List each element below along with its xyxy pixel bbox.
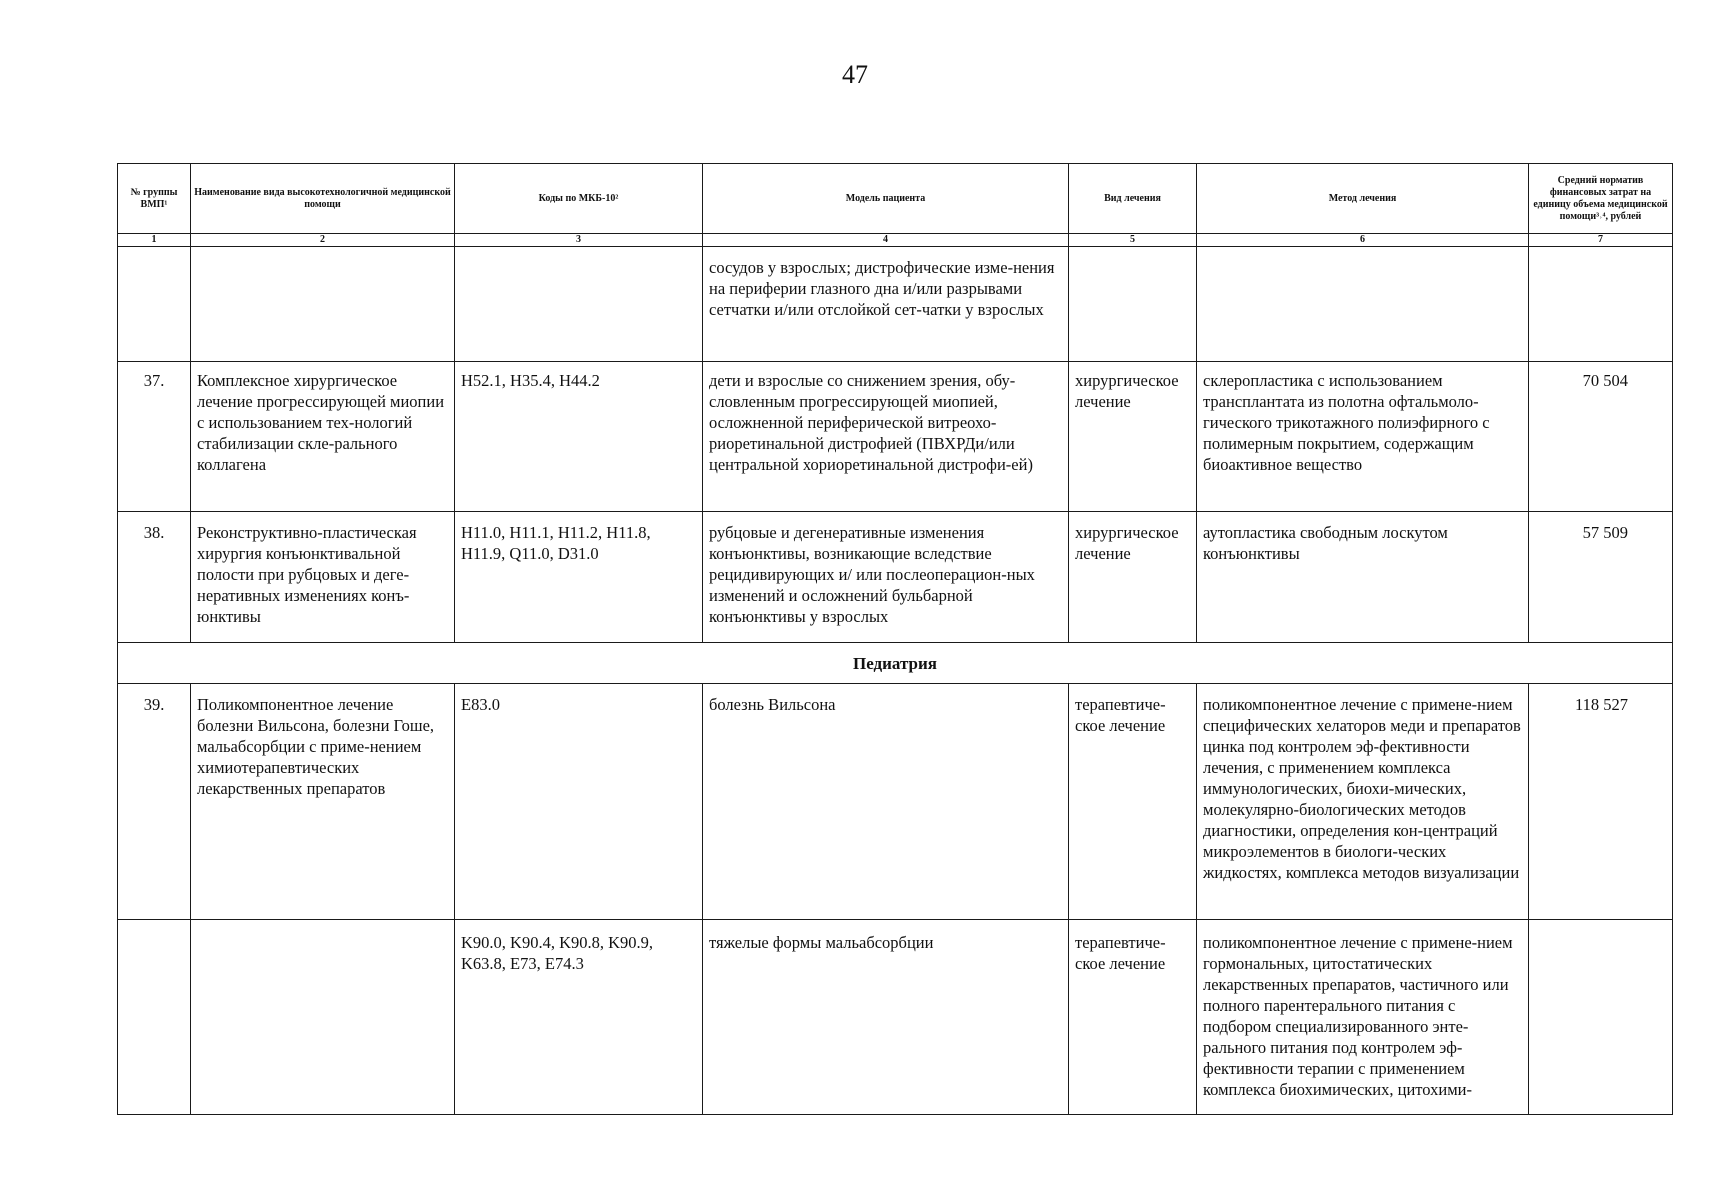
cell-empty bbox=[1069, 247, 1197, 362]
column-number-row bbox=[118, 234, 1673, 247]
cell-care-name: Реконструктивно-пластическая хирургия конъюнктивальной полости при рубцовых и деге-неративных изменениях конъ-юнктивы bbox=[191, 512, 455, 643]
cell-empty bbox=[1529, 920, 1673, 1115]
column-number: 4 bbox=[703, 234, 1069, 247]
table-row-37 bbox=[118, 362, 1673, 512]
cell-empty bbox=[455, 247, 703, 362]
cell-cost: 70 504 bbox=[1529, 362, 1673, 512]
cell-empty bbox=[118, 920, 191, 1115]
header-care-name: Наименование вида высокотехнологичной медицинской помощи bbox=[191, 164, 455, 234]
cell-cost: 118 527 bbox=[1529, 684, 1673, 920]
high-tech-care-table bbox=[117, 163, 1673, 1115]
cell-treatment-method: склеропластика с использованием трансплантата из полотна офтальмоло-гического трикотажного полиэфирного с полимерным покрытием, содержащим биоактивное вещество bbox=[1197, 362, 1529, 512]
column-number: 3 bbox=[455, 234, 703, 247]
cell-treatment-type: хирургическое лечение bbox=[1069, 362, 1197, 512]
cell-treatment-type: хирургическое лечение bbox=[1069, 512, 1197, 643]
table-row-39 bbox=[118, 684, 1673, 920]
cell-patient-model: сосудов у взрослых; дистрофические изме-нения на периферии глазного дна и/или разрывами сетчатки и/или отслойкой сет-чатки у взрослых bbox=[703, 247, 1069, 362]
table-row-continuation bbox=[118, 247, 1673, 362]
cell-icd-codes: H11.0, H11.1, H11.2, H11.8, H11.9, Q11.0, D31.0 bbox=[455, 512, 703, 643]
cell-patient-model: болезнь Вильсона bbox=[703, 684, 1069, 920]
cell-group-number: 39. bbox=[118, 684, 191, 920]
column-number: 6 bbox=[1197, 234, 1529, 247]
page-number: 47 bbox=[842, 60, 868, 89]
cell-treatment-type: терапевтиче-ское лечение bbox=[1069, 920, 1197, 1115]
header-icd-codes: Коды по МКБ-10² bbox=[455, 164, 703, 234]
table-row-38 bbox=[118, 512, 1673, 643]
column-number: 5 bbox=[1069, 234, 1197, 247]
cell-patient-model: тяжелые формы мальабсорбции bbox=[703, 920, 1069, 1115]
cell-empty bbox=[191, 920, 455, 1115]
table-row-39-continued bbox=[118, 920, 1673, 1115]
cell-empty bbox=[1197, 247, 1529, 362]
section-row-pediatrics bbox=[118, 643, 1673, 684]
cell-icd-codes: H52.1, H35.4, H44.2 bbox=[455, 362, 703, 512]
column-number: 7 bbox=[1529, 234, 1673, 247]
section-title: Педиатрия bbox=[118, 643, 1673, 684]
cell-treatment-type: терапевтиче-ское лечение bbox=[1069, 684, 1197, 920]
cell-empty bbox=[191, 247, 455, 362]
cell-care-name: Комплексное хирургическое лечение прогрессирующей миопии с использованием тех-нологий стабилизации скле-рального коллагена bbox=[191, 362, 455, 512]
cell-icd-codes: E83.0 bbox=[455, 684, 703, 920]
cell-treatment-method: поликомпонентное лечение с примене-нием гормональных, цитостатических лекарственных препаратов, частичного или полного парентерального питания с подбором специализированного энте-рального питания под контролем эф-фективности терапии с применением комплекса биохимических, цитохими- bbox=[1197, 920, 1529, 1115]
cell-treatment-method: поликомпонентное лечение с примене-нием специфических хелаторов меди и препаратов цинка под контролем эф-фективности лечения, с применением комплекса иммунологических, биохи-мических, молекулярно-биологических методов диагностики, определения кон-центраций микроэлементов в биологи-ческих жидкостях, комплекса методов визуализации bbox=[1197, 684, 1529, 920]
cell-group-number: 37. bbox=[118, 362, 191, 512]
header-treatment-method: Метод лечения bbox=[1197, 164, 1529, 234]
cell-treatment-method: аутопластика свободным лоскутом конъюнктивы bbox=[1197, 512, 1529, 643]
header-cost-standard: Средний норматив финансовых затрат на единицу объема медицинской помощи³˒⁴, рублей bbox=[1529, 164, 1673, 234]
header-patient-model: Модель пациента bbox=[703, 164, 1069, 234]
header-row bbox=[118, 164, 1673, 234]
cell-patient-model: рубцовые и дегенеративные изменения конъюнктивы, возникающие вследствие рецидивирующих и/ или послеоперацион-ных изменений и осложнений бульбарной конъюнктивы у взрослых bbox=[703, 512, 1069, 643]
header-treatment-type: Вид лечения bbox=[1069, 164, 1197, 234]
column-number: 1 bbox=[118, 234, 191, 247]
cell-patient-model: дети и взрослые со снижением зрения, обу-словленным прогрессирующей миопией, осложненной периферической витреохо-риоретинальной дистрофией (ПВХРДи/или центральной хориоретинальной дистрофи-ей) bbox=[703, 362, 1069, 512]
cell-group-number: 38. bbox=[118, 512, 191, 643]
cell-care-name: Поликомпонентное лечение болезни Вильсона, болезни Гоше, мальабсорбции с приме-нением химиотерапевтических лекарственных препаратов bbox=[191, 684, 455, 920]
cell-empty bbox=[1529, 247, 1673, 362]
column-number: 2 bbox=[191, 234, 455, 247]
cell-empty bbox=[118, 247, 191, 362]
header-group-number: № группы ВМП¹ bbox=[118, 164, 191, 234]
cell-cost: 57 509 bbox=[1529, 512, 1673, 643]
cell-icd-codes: K90.0, K90.4, K90.8, K90.9, K63.8, E73, E74.3 bbox=[455, 920, 703, 1115]
